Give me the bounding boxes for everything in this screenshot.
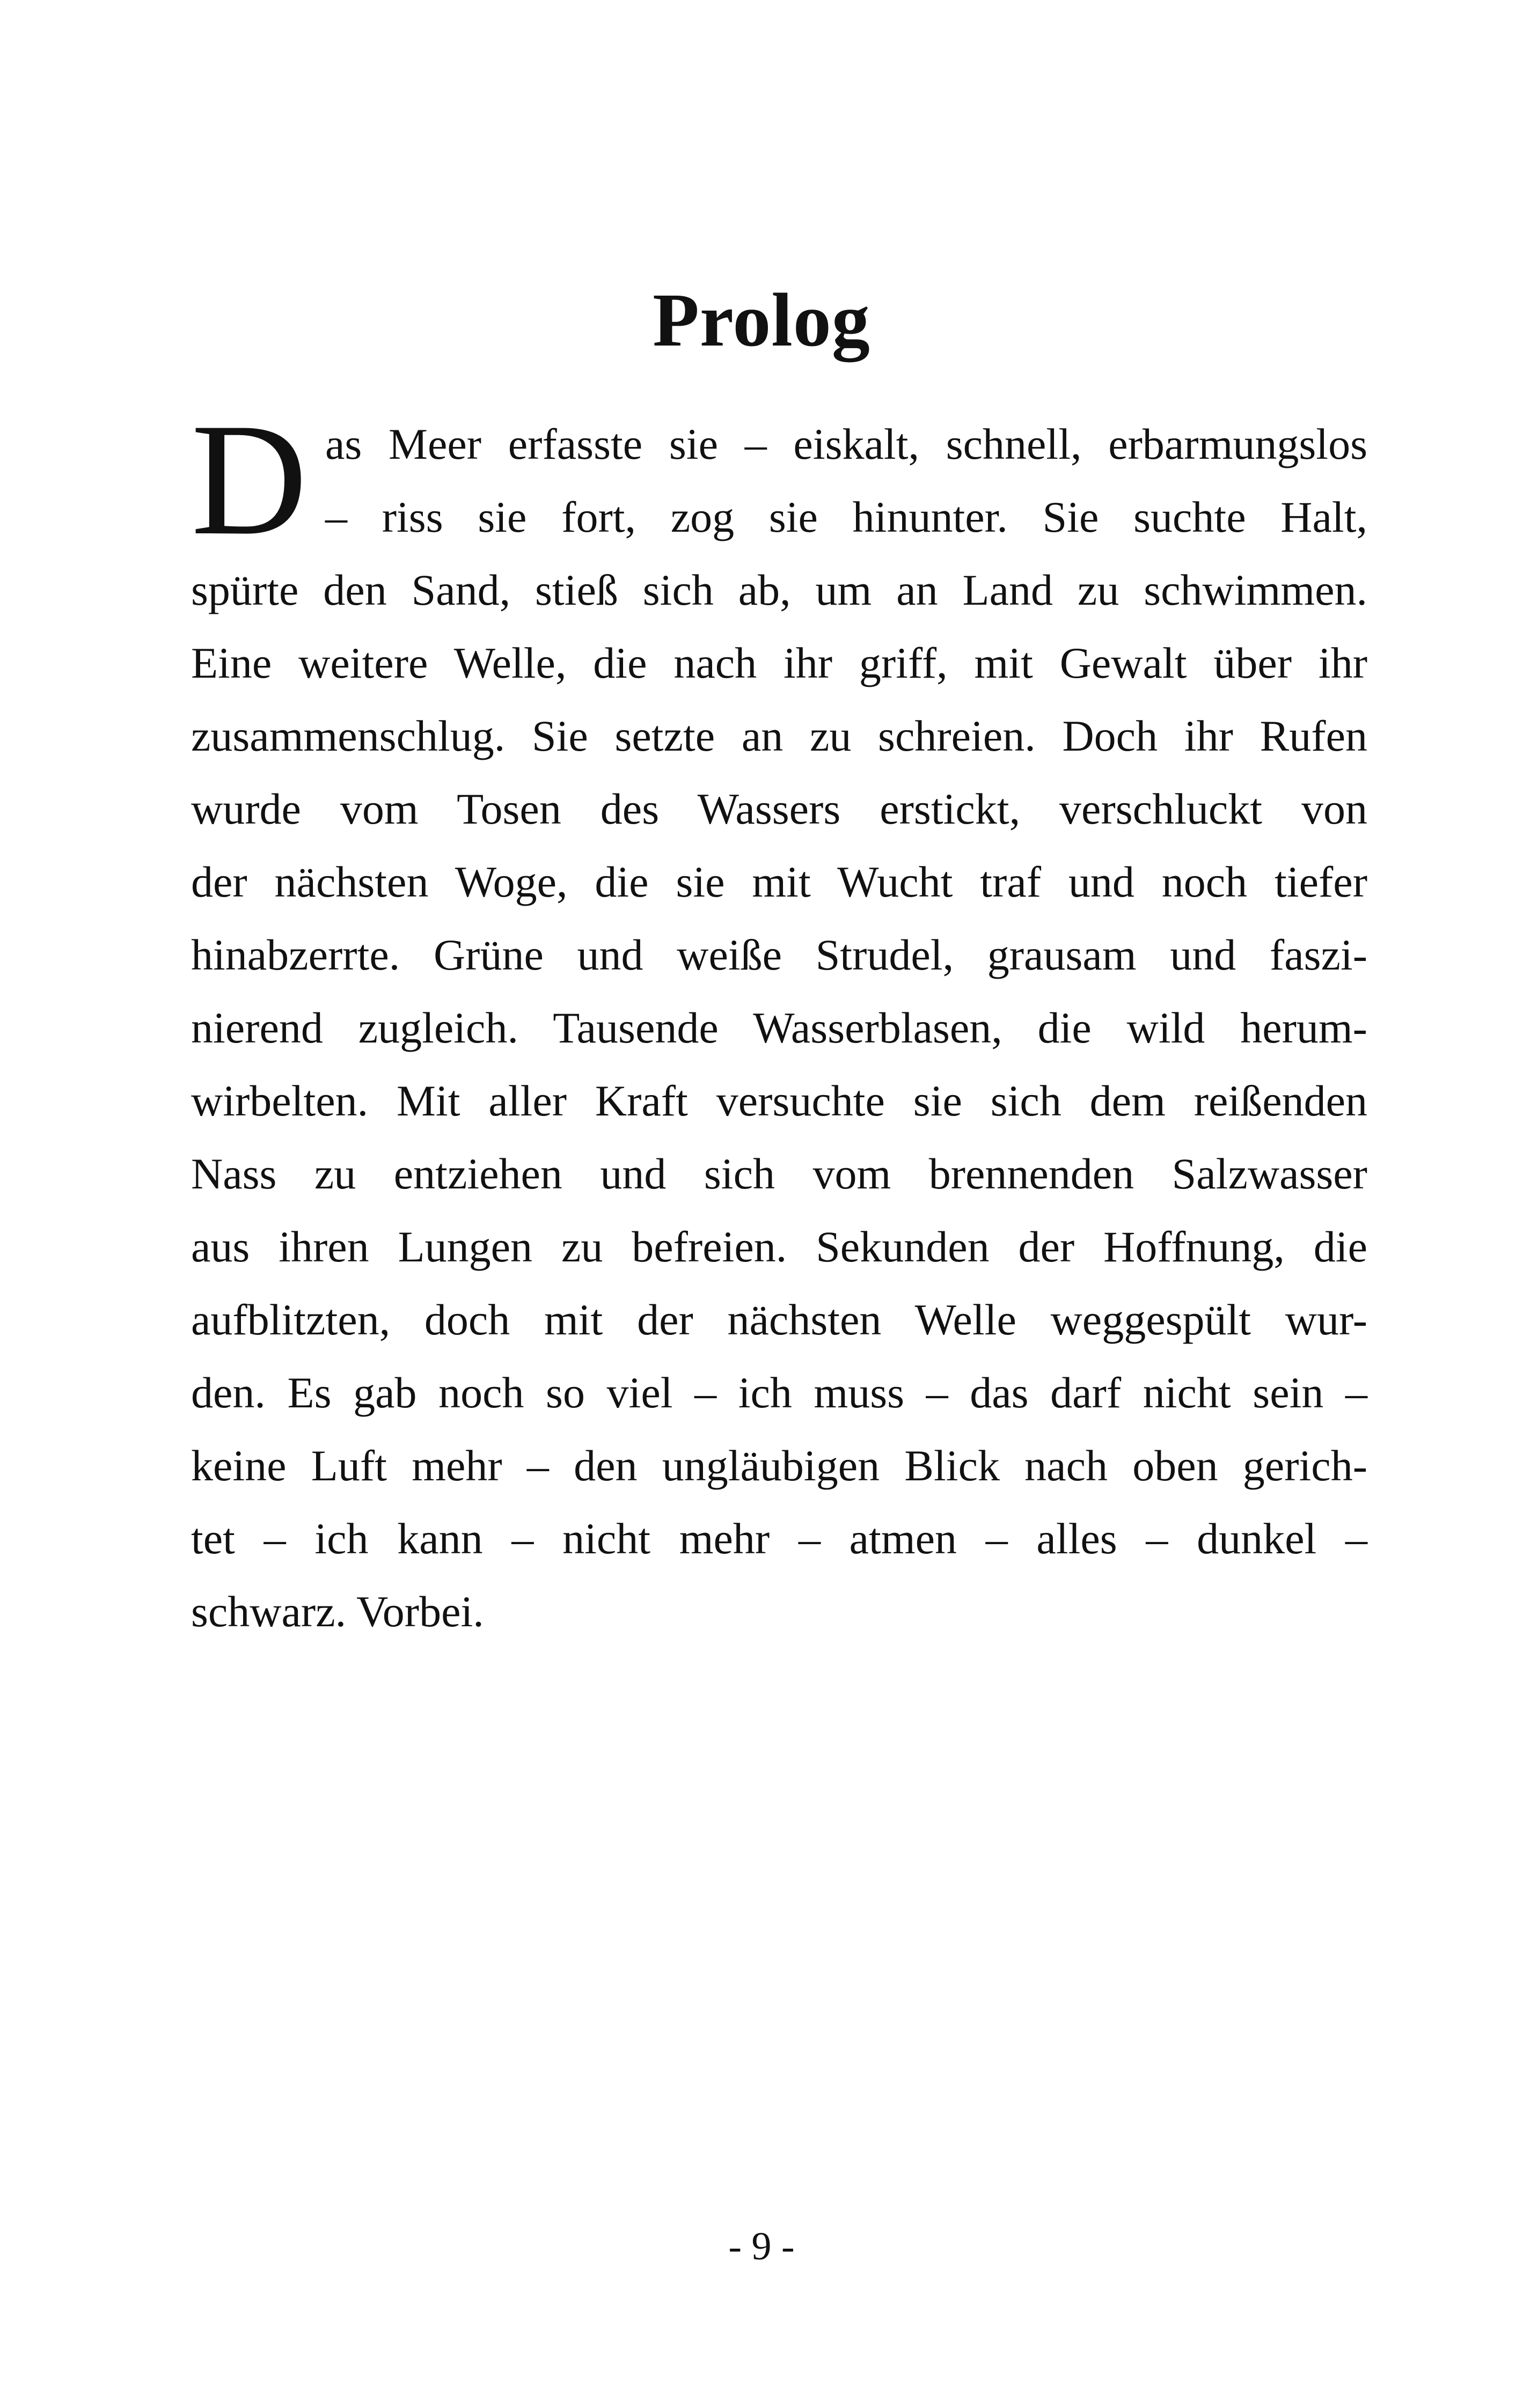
- text-line: Eine weitere Welle, die nach ihr griff, mit Gewalt über ihr: [191, 638, 1367, 687]
- text-line: hinabzerrte. Grüne und weiße Strudel, grausam und faszi-: [191, 930, 1367, 979]
- text-line: aufblitzten, doch mit der nächsten Welle weggespült wur-: [191, 1295, 1367, 1344]
- chapter-title: Prolog: [653, 277, 870, 363]
- text-line: wirbelten. Mit aller Kraft versuchte sie sich dem reißenden: [191, 1076, 1367, 1125]
- text-line: der nächsten Woge, die sie mit Wucht traf und noch tiefer: [191, 857, 1367, 906]
- text-line: den. Es gab noch so viel – ich muss – das darf nicht sein –: [191, 1368, 1367, 1417]
- page-number: - 9 -: [728, 2225, 795, 2268]
- text-line: wurde vom Tosen des Wassers erstickt, verschluckt von: [191, 784, 1367, 833]
- text-line: as Meer erfasste sie – eiskalt, schnell, erbarmungslos: [325, 420, 1367, 468]
- text-line: aus ihren Lungen zu befreien. Sekunden der Hoffnung, die: [191, 1222, 1367, 1271]
- text-line: zusammenschlug. Sie setzte an zu schreien. Doch ihr Rufen: [191, 711, 1367, 760]
- chapter-body: [191, 390, 1367, 1648]
- text-line: keine Luft mehr – den ungläubigen Blick nach oben gerich-: [191, 1441, 1367, 1490]
- text-line: nierend zugleich. Tausende Wasserblasen, die wild herum-: [191, 1003, 1367, 1052]
- text-line: spürte den Sand, stieß sich ab, um an Land zu schwimmen.: [191, 566, 1367, 614]
- text-line: – riss sie fort, zog sie hinunter. Sie suchte Halt,: [325, 493, 1367, 541]
- text-line: Nass zu entziehen und sich vom brennenden Salzwasser: [191, 1149, 1367, 1198]
- text-line: tet – ich kann – nicht mehr – atmen – alles – dunkel –: [191, 1514, 1367, 1563]
- text-line: schwarz. Vorbei.: [191, 1587, 484, 1636]
- drop-cap: D: [191, 390, 307, 568]
